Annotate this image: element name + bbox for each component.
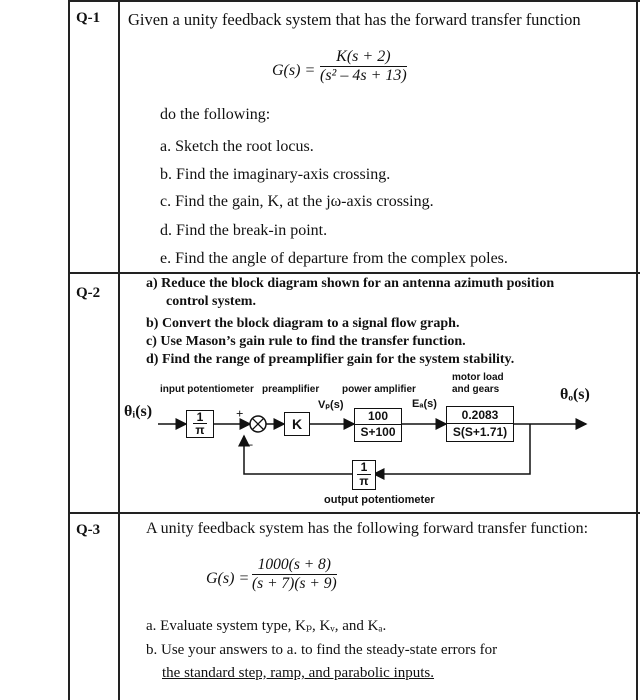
q3-numerator: 1000(s + 8) [252,556,337,575]
q2-item-d: d) Find the range of preamplifier gain for the system stability. [146,352,515,367]
q2-item-a-cont: control system. [166,294,256,309]
output-pot-gain-numerator: 1 [357,461,371,475]
q3-item-b-cont: the standard step, ramp, and parabolic inputs. [162,665,435,681]
label-preamplifier: preamplifier [262,384,320,395]
signal-ea: Eₐ(s) [412,398,437,410]
label-power-amplifier: power amplifier [342,384,416,395]
q2-item-c: c) Use Mason’s gain rule to find the transfer function. [146,334,466,349]
q3-equation-lhs: G(s) = [206,570,250,587]
q2-item-b: b) Convert the block diagram to a signal flow graph. [146,316,460,331]
q1-item-e: e. Find the angle of departure from the complex poles. [160,250,508,267]
q1-item-c: c. Find the gain, K, at the jω-axis crossing. [160,193,434,210]
q3-item-a: a. Evaluate system type, Kₚ, Kᵥ, and Kₐ. [146,618,387,634]
summing-plus-sign: + [236,406,244,421]
output-signal: θₒ(s) [560,386,590,403]
input-potentiometer-block [186,410,214,438]
q2-label: Q-2 [76,285,101,301]
label-output-potentiometer: output potentiometer [324,494,435,506]
input-signal: θᵢ(s) [124,403,153,420]
power-amp-denominator: S+100 [360,425,396,439]
q1-numerator: K(s + 2) [320,48,407,67]
q1-denominator: (s² – 4s + 13) [320,67,407,84]
label-input-potentiometer: input potentiometer [160,384,254,395]
q1-item-d: d. Find the break-in point. [160,222,328,239]
q1-item-a: a. Sketch the root locus. [160,138,314,155]
q3-intro: A unity feedback system has the following forward transfer function: [146,520,589,537]
summing-minus-sign: – [246,436,253,451]
label-motor-load: motor load [452,372,504,383]
q3-label: Q-3 [76,522,101,538]
q3-item-b: b. Use your answers to a. to find the steady-state errors for [146,642,498,658]
q3-transfer-function [252,556,337,593]
output-pot-gain-denominator: π [359,474,369,488]
motor-denominator: S(S+1.71) [452,425,508,439]
signal-vp: Vₚ(s) [318,399,344,411]
q1-label: Q-1 [76,10,101,26]
q1-item-b: b. Find the imaginary-axis crossing. [160,166,391,183]
q1-lead: do the following: [160,106,271,123]
preamplifier-block: K [284,412,310,436]
q2-item-a: a) Reduce the block diagram shown for an antenna azimuth position [146,276,555,291]
motor-load-block [446,406,514,442]
q1-intro: Given a unity feedback system that has the forward transfer function [128,10,581,29]
power-amplifier-block [354,408,402,442]
q1-equation-lhs: G(s) = [272,62,316,79]
output-potentiometer-block [352,460,376,490]
input-pot-gain-numerator: 1 [193,411,207,424]
power-amp-numerator: 100 [355,409,401,425]
motor-numerator: 0.2083 [447,407,513,424]
label-and-gears: and gears [452,384,500,395]
q3-denominator: (s + 7)(s + 9) [252,575,337,592]
input-pot-gain-denominator: π [195,423,205,437]
